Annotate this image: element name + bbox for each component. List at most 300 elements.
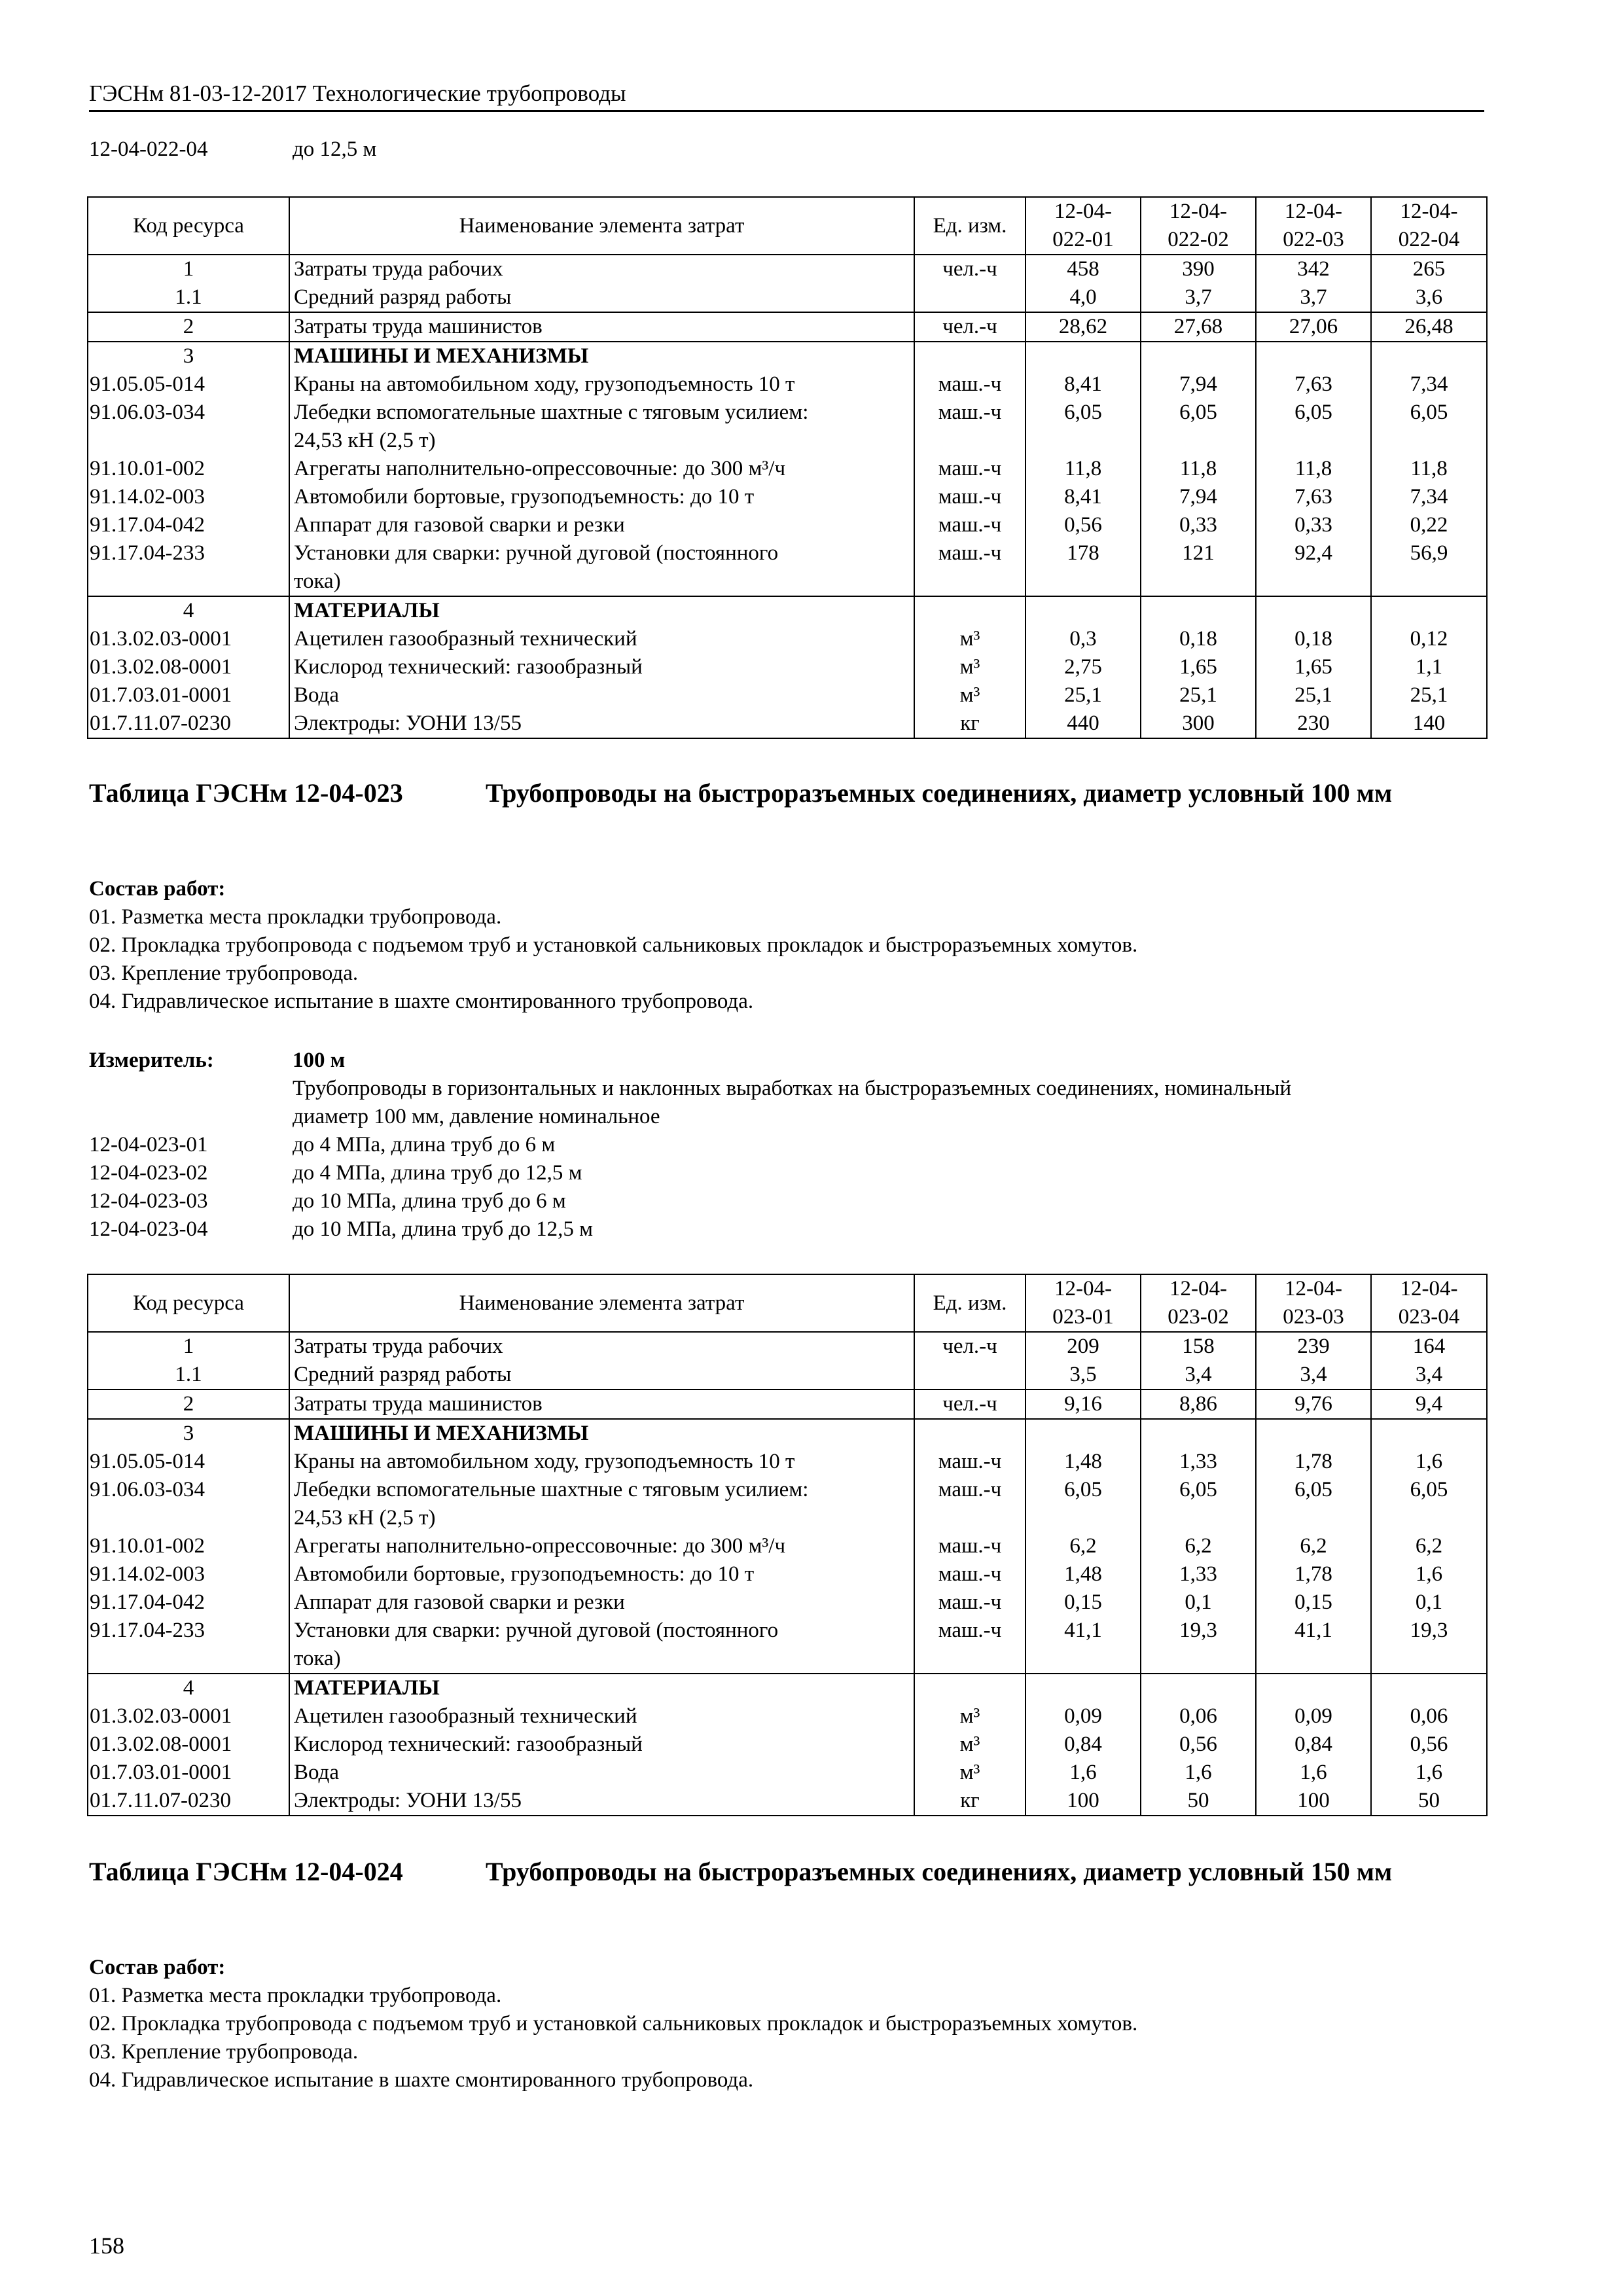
table-row [88, 653, 1487, 681]
resource-name [289, 342, 914, 370]
col-header-022-01: 12-04- 022-01 [1026, 197, 1141, 255]
table-row [88, 342, 1487, 370]
col-header-023-01: 12-04- 023-01 [1026, 1274, 1141, 1332]
unit-cell: маш.-ч [914, 1448, 1026, 1476]
resource-name [289, 1560, 914, 1588]
value-cell: 1,6 [1026, 1759, 1141, 1787]
resource-name [289, 1702, 914, 1731]
value-cell [1256, 1674, 1371, 1702]
resource-name-line: Установки для сварки: ручной дуговой (постоянного [294, 541, 779, 565]
resource-name-line: Краны на автомобильном ходу, грузоподъемность 10 т [294, 1450, 795, 1473]
running-header: ГЭСНм 81-03-12-2017 Технологические трубопроводы [89, 77, 1484, 112]
value-cell: 7,34 [1371, 483, 1487, 511]
value-cell: 158 [1141, 1332, 1256, 1361]
value-cell: 1,65 [1256, 653, 1371, 681]
resource-name [289, 483, 914, 511]
value-cell [1371, 1419, 1487, 1448]
value-cell [1371, 342, 1487, 370]
value-cell: 1,6 [1371, 1448, 1487, 1476]
unit-cell: м³ [914, 1731, 1026, 1759]
value-cell: 100 [1026, 1787, 1141, 1816]
work-step: 01. Разметка места прокладки трубопровода. [89, 905, 502, 929]
table-row [88, 1787, 1487, 1816]
table-caption: Трубопроводы на быстроразъемных соединениях, диаметр условный 150 мм [486, 1857, 1393, 1886]
unit-cell: маш.-ч [914, 1476, 1026, 1532]
value-cell: 28,62 [1026, 312, 1141, 342]
item-desc: до 10 МПа, длина труб до 12,5 м [293, 1217, 594, 1241]
resource-name-line: Затраты труда рабочих [294, 1335, 503, 1358]
value-cell: 440 [1026, 709, 1141, 738]
value-cell: 6,05 [1256, 399, 1371, 455]
table-row [88, 1702, 1487, 1731]
table-row [88, 1390, 1487, 1419]
table-row [88, 1731, 1487, 1759]
resource-code: 91.06.03-034 [88, 1476, 289, 1532]
table-row [88, 709, 1487, 738]
value-cell: 8,41 [1026, 483, 1141, 511]
value-cell: 11,8 [1026, 455, 1141, 483]
resource-name-line: 24,53 кН (2,5 т) [294, 1506, 436, 1530]
value-cell: 1,48 [1026, 1448, 1141, 1476]
table-label: Таблица ГЭСНм 12-04-024 [89, 1857, 403, 1886]
value-cell: 8,41 [1026, 370, 1141, 399]
value-cell [1141, 596, 1256, 625]
col-header-unit: Ед. изм. [914, 1274, 1026, 1332]
resource-name [289, 1419, 914, 1448]
value-cell: 1,6 [1371, 1560, 1487, 1588]
resource-name-line: Ацетилен газообразный технический [294, 627, 637, 651]
resource-name [289, 1674, 914, 1702]
value-cell: 0,1 [1371, 1588, 1487, 1617]
value-cell: 265 [1371, 255, 1487, 283]
table-row [88, 1476, 1487, 1532]
value-cell: 230 [1256, 709, 1371, 738]
unit-cell: м³ [914, 1759, 1026, 1787]
value-cell: 3,7 [1141, 283, 1256, 312]
resource-name-line: Средний разряд работы [294, 285, 512, 309]
resource-code: 91.10.01-002 [88, 455, 289, 483]
work-step: 04. Гидравлическое испытание в шахте смонтированного трубопровода. [89, 2068, 754, 2092]
resource-name-line: Электроды: УОНИ 13/55 [294, 711, 522, 735]
resource-code: 91.05.05-014 [88, 1448, 289, 1476]
value-cell: 0,84 [1026, 1731, 1141, 1759]
value-cell: 0,15 [1256, 1588, 1371, 1617]
value-cell: 1,33 [1141, 1560, 1256, 1588]
resource-name-line: Автомобили бортовые, грузоподъемность: до 10 т [294, 1562, 755, 1586]
unit-cell: маш.-ч [914, 1560, 1026, 1588]
value-cell: 0,3 [1026, 625, 1141, 653]
page-number: 158 [89, 2233, 124, 2259]
resource-code: 91.10.01-002 [88, 1532, 289, 1560]
value-cell: 1,1 [1371, 653, 1487, 681]
value-cell: 121 [1141, 539, 1256, 596]
value-cell: 92,4 [1256, 539, 1371, 596]
value-cell: 0,09 [1026, 1702, 1141, 1731]
meter-description: Трубопроводы в горизонтальных и наклонных выработках на быстроразъемных соединениях, номинальный [293, 1077, 1292, 1100]
meter-value: 100 м [293, 1049, 346, 1072]
unit-cell: маш.-ч [914, 399, 1026, 455]
item-code: 12-04-023-03 [89, 1189, 208, 1213]
col-header-023-04: 12-04- 023-04 [1371, 1274, 1487, 1332]
resource-name-line: Электроды: УОНИ 13/55 [294, 1789, 522, 1812]
value-cell: 25,1 [1256, 681, 1371, 709]
value-cell: 1,78 [1256, 1448, 1371, 1476]
value-cell: 100 [1256, 1787, 1371, 1816]
value-cell [1371, 596, 1487, 625]
value-cell: 1,78 [1256, 1560, 1371, 1588]
prev-item-code: 12-04-022-04 [89, 137, 208, 161]
unit-cell: маш.-ч [914, 1532, 1026, 1560]
table-label: Таблица ГЭСНм 12-04-023 [89, 778, 403, 808]
value-cell: 209 [1026, 1332, 1141, 1361]
value-cell: 3,4 [1141, 1361, 1256, 1390]
table-row [88, 1532, 1487, 1560]
resource-code: 01.7.11.07-0230 [88, 709, 289, 738]
resource-table-022 [87, 196, 1488, 739]
value-cell: 458 [1026, 255, 1141, 283]
resource-name [289, 681, 914, 709]
work-step: 04. Гидравлическое испытание в шахте смонтированного трубопровода. [89, 990, 754, 1013]
value-cell: 6,05 [1026, 399, 1141, 455]
value-cell: 178 [1026, 539, 1141, 596]
work-step: 02. Прокладка трубопровода с подъемом труб и установкой сальниковых прокладок и быстроразъемных хомутов. [89, 933, 1138, 957]
value-cell: 27,68 [1141, 312, 1256, 342]
table-row [88, 596, 1487, 625]
value-cell: 50 [1141, 1787, 1256, 1816]
prev-item-desc: до 12,5 м [293, 137, 377, 161]
meter-label: Измеритель: [89, 1049, 214, 1072]
unit-cell: маш.-ч [914, 455, 1026, 483]
value-cell: 1,48 [1026, 1560, 1141, 1588]
value-cell: 164 [1371, 1332, 1487, 1361]
value-cell: 19,3 [1141, 1617, 1256, 1674]
resource-name-line: Затраты труда машинистов [294, 1392, 543, 1416]
value-cell: 0,06 [1141, 1702, 1256, 1731]
value-cell: 0,06 [1371, 1702, 1487, 1731]
value-cell: 6,2 [1141, 1532, 1256, 1560]
resource-name [289, 312, 914, 342]
unit-cell: м³ [914, 653, 1026, 681]
resource-name [289, 1532, 914, 1560]
value-cell: 1,65 [1141, 653, 1256, 681]
resource-name-line: Затраты труда рабочих [294, 257, 503, 281]
value-cell: 6,2 [1371, 1532, 1487, 1560]
table-row [88, 1759, 1487, 1787]
resource-name-line: Кислород технический: газообразный [294, 655, 643, 679]
value-cell: 11,8 [1256, 455, 1371, 483]
resource-name-line: Вода [294, 1761, 339, 1784]
resource-name [289, 1787, 914, 1816]
table-row [88, 1588, 1487, 1617]
resource-name-line: Лебедки вспомогательные шахтные с тяговым усилием: [294, 1478, 809, 1501]
value-cell: 0,22 [1371, 511, 1487, 539]
resource-name-line: Установки для сварки: ручной дуговой (постоянного [294, 1619, 779, 1642]
table-row [88, 283, 1487, 312]
value-cell [1141, 1419, 1256, 1448]
item-code: 12-04-023-02 [89, 1161, 208, 1185]
resource-name-line: МАТЕРИАЛЫ [294, 599, 440, 622]
resource-code: 91.14.02-003 [88, 483, 289, 511]
value-cell: 56,9 [1371, 539, 1487, 596]
unit-cell: маш.-ч [914, 539, 1026, 596]
resource-name [289, 1361, 914, 1390]
resource-name [289, 370, 914, 399]
value-cell: 7,94 [1141, 370, 1256, 399]
table-row [88, 455, 1487, 483]
value-cell [1026, 1674, 1141, 1702]
value-cell: 0,1 [1141, 1588, 1256, 1617]
value-cell: 25,1 [1141, 681, 1256, 709]
resource-code: 91.06.03-034 [88, 399, 289, 455]
resource-name-line: тока) [294, 1647, 341, 1670]
value-cell: 7,34 [1371, 370, 1487, 399]
unit-cell [914, 342, 1026, 370]
item-code: 12-04-023-01 [89, 1133, 208, 1157]
resource-name-line: Затраты труда машинистов [294, 315, 543, 338]
value-cell: 9,76 [1256, 1390, 1371, 1419]
unit-cell: м³ [914, 1702, 1026, 1731]
resource-name-line: Лебедки вспомогательные шахтные с тяговым усилием: [294, 401, 809, 424]
unit-cell: чел.-ч [914, 1390, 1026, 1419]
value-cell: 27,06 [1256, 312, 1371, 342]
value-cell: 0,56 [1141, 1731, 1256, 1759]
value-cell: 1,33 [1141, 1448, 1256, 1476]
resource-code: 4 [88, 596, 289, 625]
unit-cell: чел.-ч [914, 255, 1026, 283]
unit-cell [914, 1419, 1026, 1448]
value-cell: 0,56 [1371, 1731, 1487, 1759]
value-cell: 0,18 [1256, 625, 1371, 653]
table-row [88, 1332, 1487, 1361]
resource-name [289, 283, 914, 312]
resource-code: 1 [88, 255, 289, 283]
resource-name [289, 455, 914, 483]
value-cell: 3,4 [1371, 1361, 1487, 1390]
col-header-name: Наименование элемента затрат [289, 1274, 914, 1332]
table-row [88, 1361, 1487, 1390]
value-cell: 0,33 [1256, 511, 1371, 539]
value-cell: 6,05 [1141, 399, 1256, 455]
resource-code: 01.3.02.03-0001 [88, 625, 289, 653]
table-row [88, 1448, 1487, 1476]
unit-cell: кг [914, 709, 1026, 738]
value-cell: 25,1 [1026, 681, 1141, 709]
unit-cell [914, 596, 1026, 625]
value-cell: 11,8 [1371, 455, 1487, 483]
unit-cell: чел.-ч [914, 312, 1026, 342]
table-row [88, 1419, 1487, 1448]
table-row [88, 312, 1487, 342]
resource-name-line: МАШИНЫ И МЕХАНИЗМЫ [294, 1422, 589, 1445]
resource-name [289, 596, 914, 625]
col-header-unit: Ед. изм. [914, 197, 1026, 255]
value-cell: 19,3 [1371, 1617, 1487, 1674]
resource-name-line: Аппарат для газовой сварки и резки [294, 1590, 625, 1614]
value-cell: 7,63 [1256, 483, 1371, 511]
resource-code: 01.3.02.08-0001 [88, 653, 289, 681]
value-cell: 6,05 [1371, 1476, 1487, 1532]
value-cell: 7,94 [1141, 483, 1256, 511]
resource-code: 4 [88, 1674, 289, 1702]
resource-name-line: 24,53 кН (2,5 т) [294, 429, 436, 452]
item-desc: до 4 МПа, длина труб до 12,5 м [293, 1161, 582, 1185]
resource-name [289, 1759, 914, 1787]
unit-cell [914, 283, 1026, 312]
value-cell: 41,1 [1026, 1617, 1141, 1674]
unit-cell [914, 1361, 1026, 1390]
resource-code: 01.7.11.07-0230 [88, 1787, 289, 1816]
resource-name-line: Агрегаты наполнительно-опрессовочные: до 300 м³/ч [294, 457, 786, 480]
works-heading: Состав работ: [89, 877, 226, 901]
value-cell: 390 [1141, 255, 1256, 283]
resource-code: 1.1 [88, 283, 289, 312]
resource-name-line: Кислород технический: газообразный [294, 1732, 643, 1756]
table-row [88, 625, 1487, 653]
table-row [88, 399, 1487, 455]
unit-cell [914, 1674, 1026, 1702]
resource-name [289, 1332, 914, 1361]
col-header-code: Код ресурса [88, 197, 289, 255]
unit-cell: кг [914, 1787, 1026, 1816]
value-cell: 6,05 [1141, 1476, 1256, 1532]
table-row [88, 681, 1487, 709]
table-row [88, 1617, 1487, 1674]
resource-code: 3 [88, 342, 289, 370]
value-cell: 8,86 [1141, 1390, 1256, 1419]
unit-cell: м³ [914, 681, 1026, 709]
value-cell: 0,12 [1371, 625, 1487, 653]
value-cell: 6,2 [1256, 1532, 1371, 1560]
unit-cell: маш.-ч [914, 370, 1026, 399]
resource-name [289, 1448, 914, 1476]
value-cell: 1,6 [1256, 1759, 1371, 1787]
value-cell [1026, 596, 1141, 625]
resource-code: 91.17.04-233 [88, 539, 289, 596]
value-cell: 4,0 [1026, 283, 1141, 312]
resource-name [289, 539, 914, 596]
resource-table-023 [87, 1274, 1488, 1816]
value-cell: 3,5 [1026, 1361, 1141, 1390]
value-cell: 239 [1256, 1332, 1371, 1361]
resource-name [289, 1731, 914, 1759]
value-cell [1256, 342, 1371, 370]
resource-code: 3 [88, 1419, 289, 1448]
resource-name [289, 1390, 914, 1419]
resource-name [289, 1588, 914, 1617]
resource-name-line: Агрегаты наполнительно-опрессовочные: до 300 м³/ч [294, 1534, 786, 1558]
value-cell: 140 [1371, 709, 1487, 738]
value-cell: 3,4 [1256, 1361, 1371, 1390]
col-header-022-04: 12-04- 022-04 [1371, 197, 1487, 255]
resource-name-line: Вода [294, 683, 339, 707]
resource-name-line: Ацетилен газообразный технический [294, 1704, 637, 1728]
value-cell: 9,16 [1026, 1390, 1141, 1419]
table-row [88, 370, 1487, 399]
value-cell: 0,15 [1026, 1588, 1141, 1617]
resource-name [289, 511, 914, 539]
value-cell: 11,8 [1141, 455, 1256, 483]
resource-code: 1.1 [88, 1361, 289, 1390]
value-cell [1141, 342, 1256, 370]
resource-name-line: Автомобили бортовые, грузоподъемность: до 10 т [294, 485, 755, 509]
resource-name-line: тока) [294, 569, 341, 593]
meter-description: диаметр 100 мм, давление номинальное [293, 1105, 660, 1128]
col-header-023-02: 12-04- 023-02 [1141, 1274, 1256, 1332]
value-cell: 300 [1141, 709, 1256, 738]
table-row [88, 483, 1487, 511]
value-cell: 6,2 [1026, 1532, 1141, 1560]
resource-code: 01.3.02.08-0001 [88, 1731, 289, 1759]
table-caption: Трубопроводы на быстроразъемных соединениях, диаметр условный 100 мм [486, 778, 1393, 808]
resource-code: 2 [88, 312, 289, 342]
value-cell: 6,05 [1371, 399, 1487, 455]
works-heading: Состав работ: [89, 1956, 226, 1979]
value-cell: 6,05 [1256, 1476, 1371, 1532]
value-cell: 41,1 [1256, 1617, 1371, 1674]
table-row [88, 1674, 1487, 1702]
unit-cell: м³ [914, 625, 1026, 653]
value-cell: 0,84 [1256, 1731, 1371, 1759]
value-cell: 0,09 [1256, 1702, 1371, 1731]
resource-name [289, 709, 914, 738]
value-cell [1256, 1419, 1371, 1448]
value-cell [1026, 1419, 1141, 1448]
unit-cell: маш.-ч [914, 483, 1026, 511]
value-cell: 0,56 [1026, 511, 1141, 539]
col-header-023-03: 12-04- 023-03 [1256, 1274, 1371, 1332]
item-desc: до 10 МПа, длина труб до 6 м [293, 1189, 566, 1213]
value-cell: 6,05 [1026, 1476, 1141, 1532]
col-header-022-02: 12-04- 022-02 [1141, 197, 1256, 255]
table-row [88, 511, 1487, 539]
table-row [88, 539, 1487, 596]
value-cell: 25,1 [1371, 681, 1487, 709]
value-cell: 3,6 [1371, 283, 1487, 312]
value-cell: 50 [1371, 1787, 1487, 1816]
resource-name-line: Средний разряд работы [294, 1363, 512, 1386]
resource-code: 91.05.05-014 [88, 370, 289, 399]
value-cell [1256, 596, 1371, 625]
col-header-022-03: 12-04- 022-03 [1256, 197, 1371, 255]
value-cell [1141, 1674, 1256, 1702]
table-row [88, 255, 1487, 283]
value-cell: 1,6 [1141, 1759, 1256, 1787]
resource-name [289, 255, 914, 283]
value-cell: 0,33 [1141, 511, 1256, 539]
col-header-code: Код ресурса [88, 1274, 289, 1332]
work-step: 02. Прокладка трубопровода с подъемом труб и установкой сальниковых прокладок и быстроразъемных хомутов. [89, 2012, 1138, 2036]
value-cell [1026, 342, 1141, 370]
value-cell: 342 [1256, 255, 1371, 283]
resource-name-line: Аппарат для газовой сварки и резки [294, 513, 625, 537]
value-cell: 7,63 [1256, 370, 1371, 399]
work-step: 03. Крепление трубопровода. [89, 2040, 359, 2064]
unit-cell: чел.-ч [914, 1332, 1026, 1361]
unit-cell: маш.-ч [914, 1588, 1026, 1617]
resource-code: 91.17.04-233 [88, 1617, 289, 1674]
value-cell: 2,75 [1026, 653, 1141, 681]
resource-name [289, 399, 914, 455]
resource-code: 01.3.02.03-0001 [88, 1702, 289, 1731]
resource-code: 91.17.04-042 [88, 1588, 289, 1617]
value-cell: 9,4 [1371, 1390, 1487, 1419]
table-row [88, 1560, 1487, 1588]
item-code: 12-04-023-04 [89, 1217, 208, 1241]
resource-code: 01.7.03.01-0001 [88, 1759, 289, 1787]
value-cell: 1,6 [1371, 1759, 1487, 1787]
resource-code: 1 [88, 1332, 289, 1361]
item-desc: до 4 МПа, длина труб до 6 м [293, 1133, 556, 1157]
